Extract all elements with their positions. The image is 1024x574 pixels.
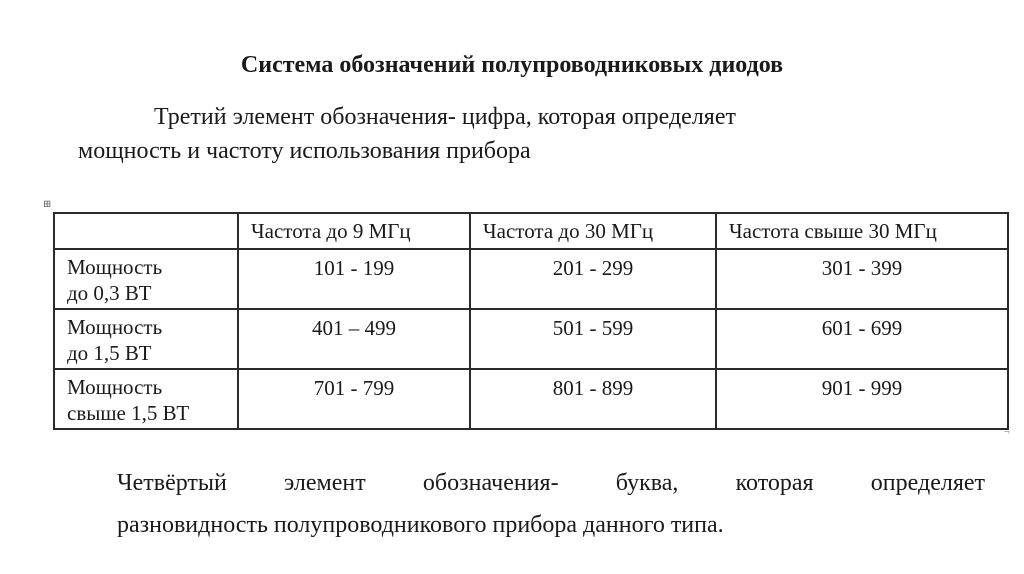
table-row [54, 309, 1008, 369]
row-label-line-2: до 0,3 ВТ [67, 281, 152, 305]
table-header-cell: Частота свыше 30 МГц [716, 213, 1008, 249]
intro-line-1: Третий элемент обозначения- цифра, которая определяет [154, 104, 736, 130]
table-row [54, 249, 1008, 309]
outro-line-2: разновидность полупроводникового прибора данного типа. [117, 512, 724, 538]
table-header-row [54, 213, 1008, 249]
table-cell: 101 - 199 [238, 249, 470, 309]
table-row [54, 369, 1008, 429]
row-label [54, 369, 238, 429]
table-cell: 201 - 299 [470, 249, 716, 309]
table-end-mark-icon: ¬ [1004, 427, 1010, 438]
table-header-cell: Частота до 9 МГц [238, 213, 470, 249]
outro-paragraph [117, 462, 985, 546]
table-header-corner [54, 213, 238, 249]
row-label [54, 309, 238, 369]
table-cell: 401 – 499 [238, 309, 470, 369]
row-label-line-1: Мощность [67, 315, 163, 339]
table-cell: 801 - 899 [470, 369, 716, 429]
table-header-cell: Частота до 30 МГц [470, 213, 716, 249]
table-cell: 901 - 999 [716, 369, 1008, 429]
row-label [54, 249, 238, 309]
table-anchor-icon: ⊞ [43, 199, 52, 210]
intro-paragraph [78, 100, 938, 168]
table-cell: 301 - 399 [716, 249, 1008, 309]
row-label-line-2: до 1,5 ВТ [67, 341, 152, 365]
row-label-line-2: свыше 1,5 ВТ [67, 401, 190, 425]
slide-title: Система обозначений полупроводниковых диодов [240, 52, 784, 78]
table-cell: 601 - 699 [716, 309, 1008, 369]
row-label-line-1: Мощность [67, 255, 163, 279]
row-label-line-1: Мощность [67, 375, 163, 399]
intro-line-2: мощность и частоту использования прибора [78, 138, 531, 164]
table-cell: 501 - 599 [470, 309, 716, 369]
table-cell: 701 - 799 [238, 369, 470, 429]
outro-line-1: Четвёртый элемент обозначения- буква, которая определяет [117, 470, 985, 496]
designation-table [53, 212, 1009, 430]
